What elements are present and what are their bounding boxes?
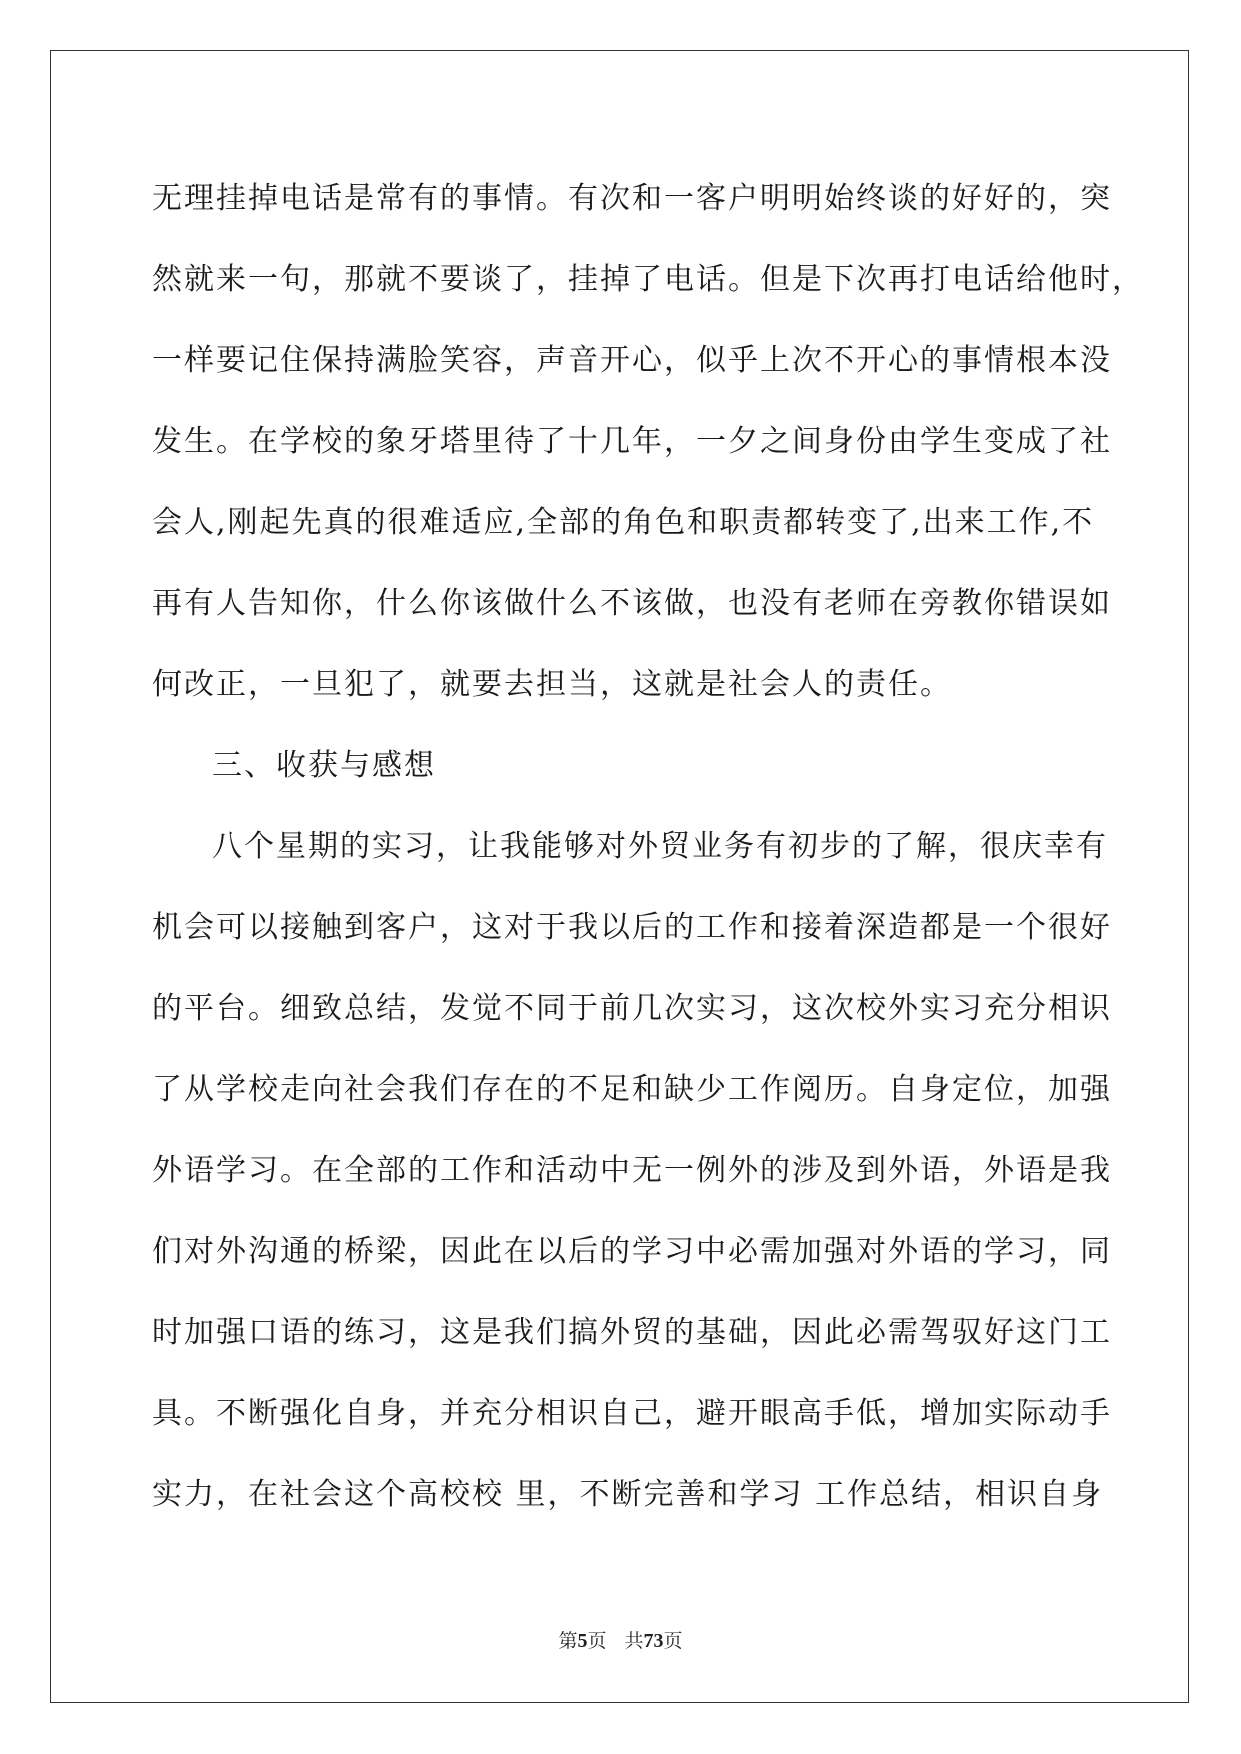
total-page-count: 73 — [643, 1630, 664, 1652]
text-line: 八个星期的实习，让我能够对外贸业务有初步的了解，很庆幸有 — [212, 829, 1108, 864]
text-line: 会人,刚起先真的很难适应,全部的角色和职责都转变了,出来工作,不 — [152, 505, 1095, 540]
text-line: 了从学校走向社会我们存在的不足和缺少工作阅历。自身定位，加强 — [152, 1072, 1112, 1107]
text-line: 一样要记住保持满脸笑容，声音开心，似乎上次不开心的事情根本没 — [152, 343, 1112, 378]
page-prefix: 第 — [558, 1630, 578, 1652]
text-line: 外语学习。在全部的工作和活动中无一例外的涉及到外语，外语是我 — [152, 1153, 1112, 1188]
document-body — [152, 158, 1144, 1535]
total-suffix: 页 — [663, 1630, 683, 1652]
text-line: 何改正，一旦犯了，就要去担当，这就是社会人的责任。 — [152, 667, 952, 702]
text-line: 时加强口语的练习，这是我们搞外贸的基础，因此必需驾驭好这门工 — [152, 1315, 1112, 1350]
text-line: 再有人告知你，什么你该做什么不该做，也没有老师在旁教你错误如 — [152, 586, 1112, 621]
text-line: 实力，在社会这个高校校 里，不断完善和学习 工作总结，相识自身 — [152, 1477, 1104, 1512]
text-line: 无理挂掉电话是常有的事情。有次和一客户明明始终谈的好好的，突 — [152, 181, 1112, 216]
current-page-number: 5 — [577, 1630, 588, 1652]
page-footer — [0, 1626, 1241, 1653]
page-suffix: 页 — [587, 1630, 607, 1652]
total-prefix: 共 — [624, 1630, 644, 1652]
text-line: 发生。在学校的象牙塔里待了十几年，一夕之间身份由学生变成了社 — [152, 424, 1112, 459]
text-line: 们对外沟通的桥梁，因此在以后的学习中必需加强对外语的学习，同 — [152, 1234, 1112, 1269]
section-heading: 三、收获与感想 — [212, 748, 436, 783]
text-line: 的平台。细致总结，发觉不同于前几次实习，这次校外实习充分相识 — [152, 991, 1112, 1026]
text-line: 机会可以接触到客户，这对于我以后的工作和接着深造都是一个很好 — [152, 910, 1112, 945]
text-line: 具。不断强化自身，并充分相识自己，避开眼高手低，增加实际动手 — [152, 1396, 1112, 1431]
text-line: 然就来一句，那就不要谈了，挂掉了电话。但是下次再打电话给他时， — [152, 262, 1144, 297]
